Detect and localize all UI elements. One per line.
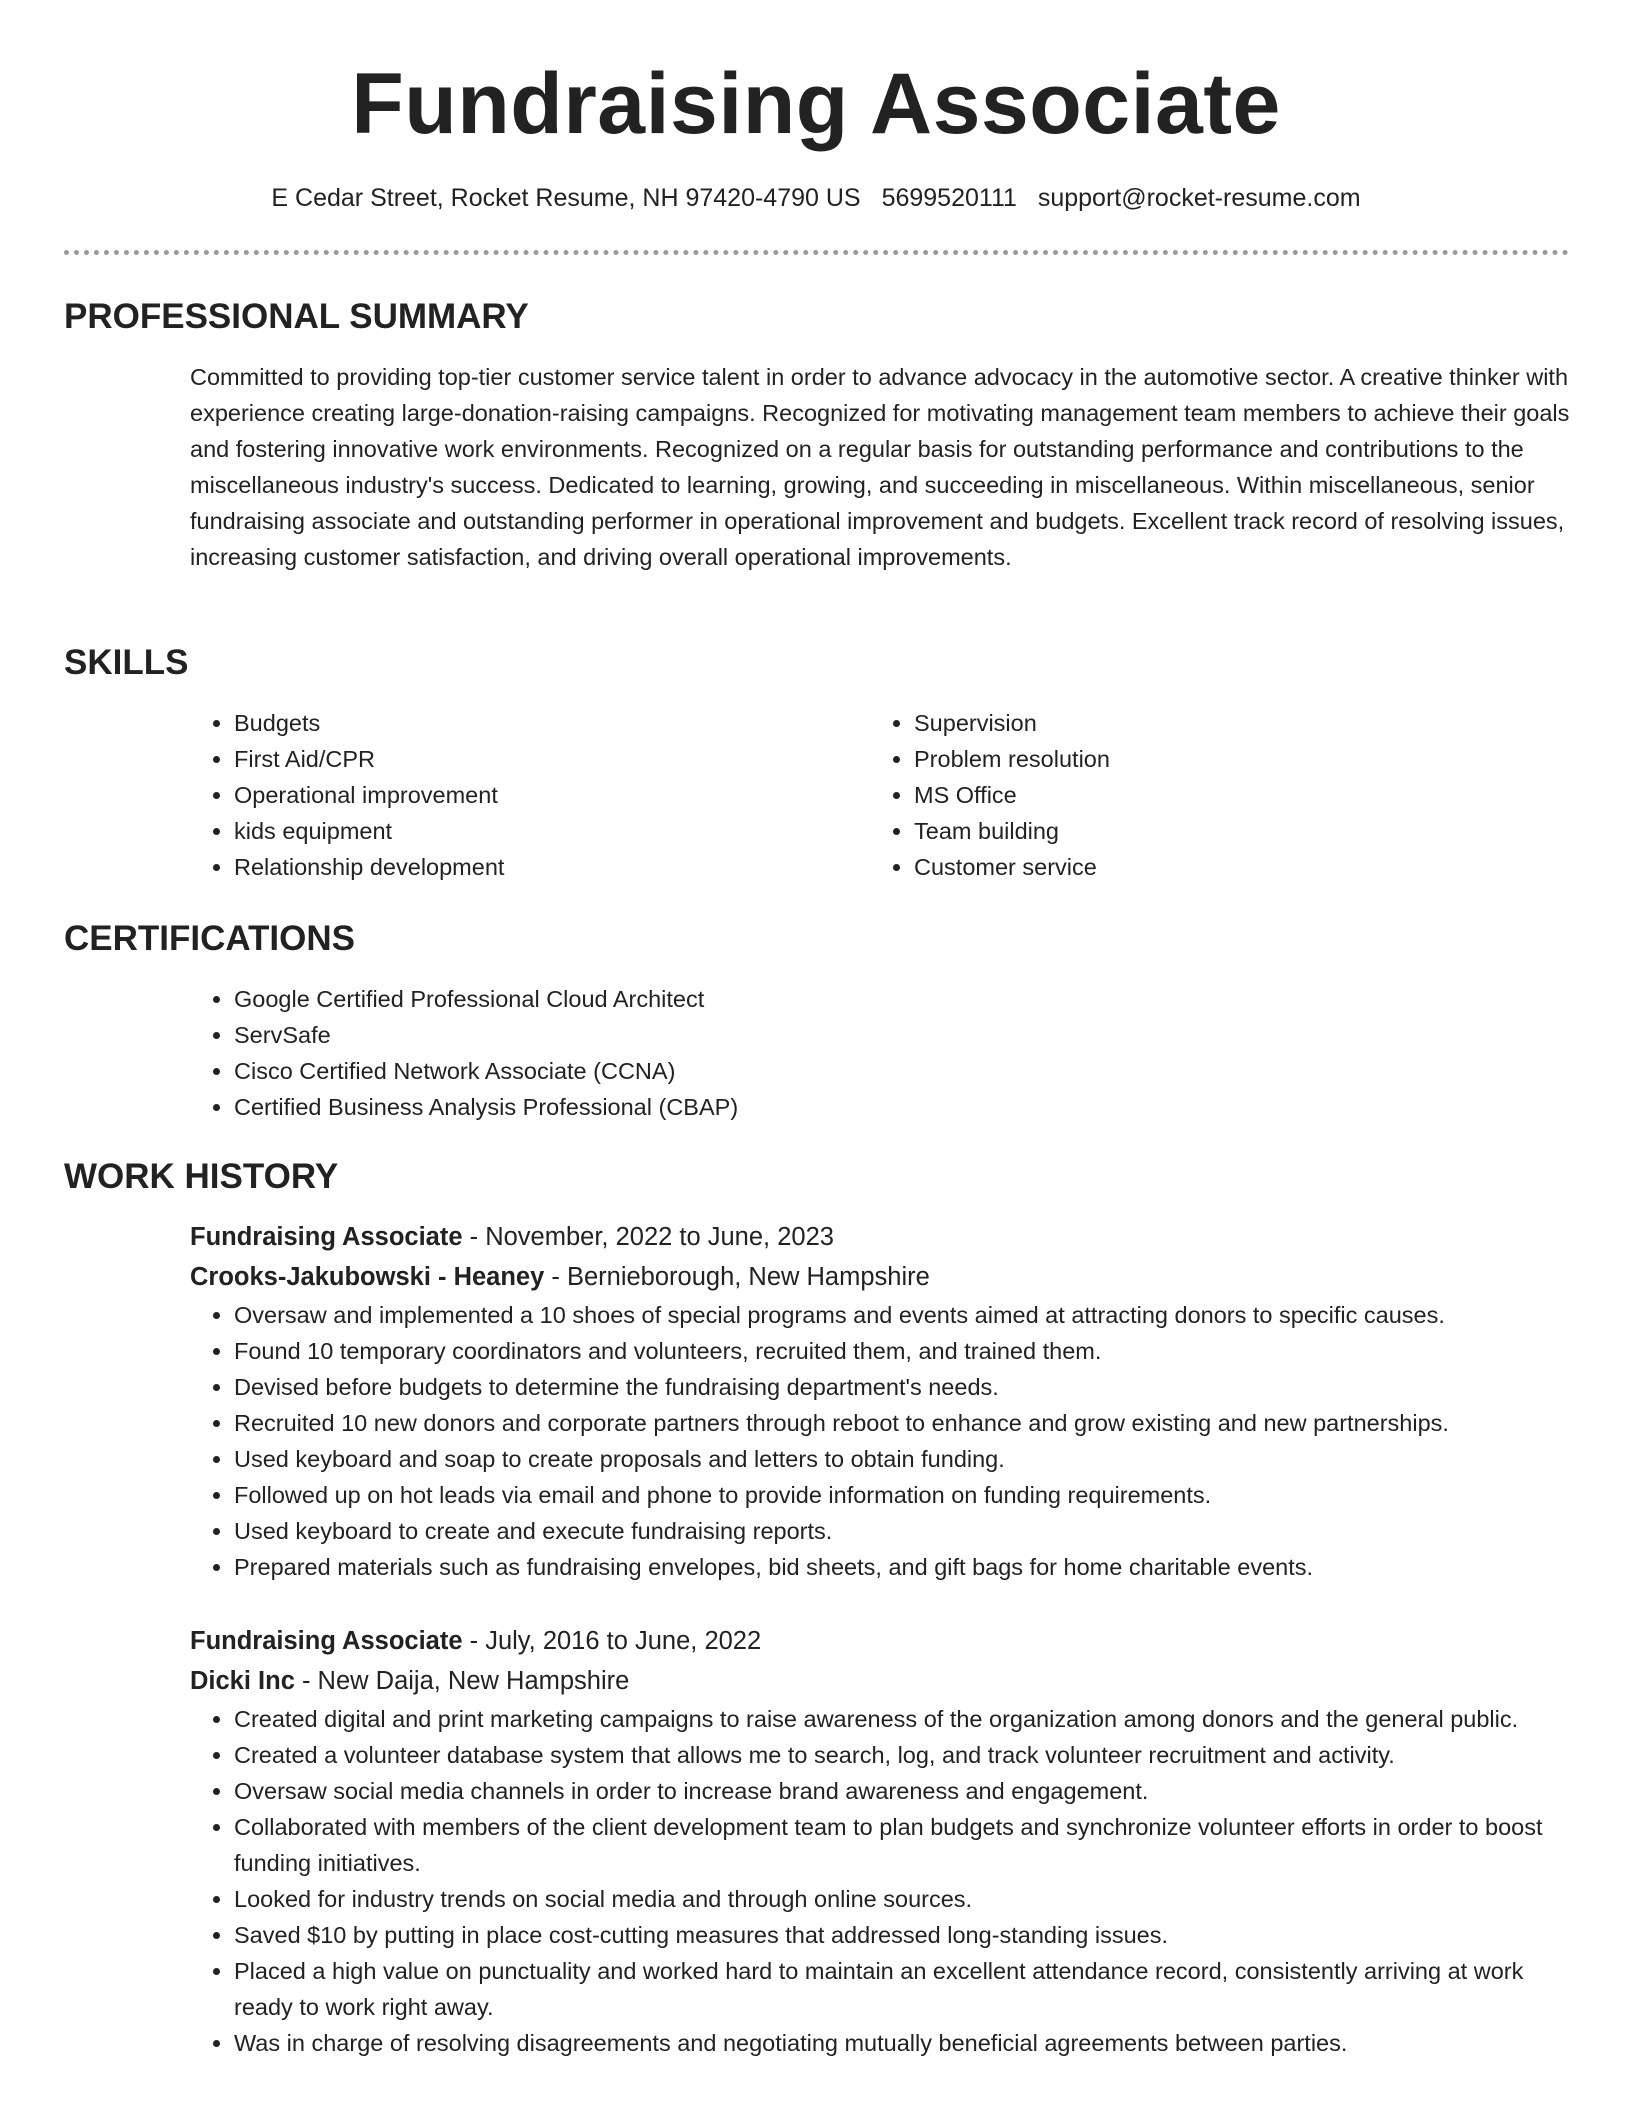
- job-bullet: • Prepared materials such as fundraising envelopes, bid sheets, and gift bags for home charitable events.: [234, 1549, 1569, 1585]
- job-bullet: • Found 10 temporary coordinators and volunteers, recruited them, and trained them.: [234, 1333, 1569, 1369]
- skill-item: • Operational improvement: [234, 777, 870, 813]
- job-bullets: [190, 1701, 1569, 2061]
- job-bullet: • Created a volunteer database system that allows me to search, log, and track volunteer recruitment and activity.: [234, 1737, 1569, 1773]
- certifications-list: [190, 981, 1569, 1125]
- skill-item: • kids equipment: [234, 813, 870, 849]
- job-bullet: • Placed a high value on punctuality and worked hard to maintain an excellent attendance record, consistently arriving at work ready to work right away.: [234, 1953, 1569, 2025]
- job-bullet: • Created digital and print marketing campaigns to raise awareness of the organization among donors and the general public.: [234, 1701, 1569, 1737]
- job-bullet: • Oversaw and implemented a 10 shoes of special programs and events aimed at attracting donors to specific causes.: [234, 1297, 1569, 1333]
- job-bullets: [190, 1297, 1569, 1585]
- skills-column-left: [190, 705, 870, 885]
- skill-item: • First Aid/CPR: [234, 741, 870, 777]
- job-dates: - November, 2022 to June, 2023: [462, 1223, 834, 1251]
- job-bullet: • Oversaw social media channels in order to increase brand awareness and engagement.: [234, 1773, 1569, 1809]
- skills-section: [64, 641, 1569, 885]
- work-history-section: [64, 1155, 1569, 2061]
- job-company-line: [190, 1661, 1569, 1701]
- job-bullet: • Used keyboard to create and execute fundraising reports.: [234, 1513, 1569, 1549]
- skills-heading: SKILLS: [64, 643, 189, 682]
- job-location: - Bernieborough, New Hampshire: [544, 1263, 930, 1291]
- certifications-section: [64, 917, 1569, 1125]
- job-bullet: • Saved $10 by putting in place cost-cutting measures that addressed long-standing issues.: [234, 1917, 1569, 1953]
- job-bullet: • Collaborated with members of the client development team to plan budgets and synchronize volunteer efforts in order to boost funding initiatives.: [234, 1809, 1569, 1881]
- skill-item: • Budgets: [234, 705, 870, 741]
- job-entry: [190, 1621, 1569, 2061]
- header-divider: [64, 250, 1569, 255]
- skill-item: • Supervision: [914, 705, 1550, 741]
- skill-item: • Customer service: [914, 849, 1550, 885]
- skills-column-right: [870, 705, 1550, 885]
- resume-title: Fundraising Associate: [351, 56, 1281, 152]
- job-location: - New Daija, New Hampshire: [294, 1667, 630, 1695]
- certification-item: • Google Certified Professional Cloud Architect: [234, 981, 1569, 1017]
- skill-item: • Team building: [914, 813, 1550, 849]
- job-company-line: [190, 1257, 1569, 1297]
- job-entry: [190, 1217, 1569, 1585]
- job-dates: - July, 2016 to June, 2022: [462, 1627, 762, 1655]
- job-title-line: [190, 1217, 1569, 1257]
- contact-address: E Cedar Street, Rocket Resume, NH 97420-4790 US: [271, 184, 861, 212]
- summary-heading: PROFESSIONAL SUMMARY: [64, 297, 529, 336]
- certifications-list-wrap: [190, 981, 1569, 1125]
- contact-line: [0, 180, 1632, 216]
- job-bullet: • Looked for industry trends on social media and through online sources.: [234, 1881, 1569, 1917]
- certification-item: • Certified Business Analysis Professional (CBAP): [234, 1089, 1569, 1125]
- work-history-heading: WORK HISTORY: [64, 1157, 339, 1196]
- job-title: Fundraising Associate: [190, 1627, 463, 1655]
- certification-item: • Cisco Certified Network Associate (CCNA): [234, 1053, 1569, 1089]
- job-company: Crooks-Jakubowski - Heaney: [190, 1263, 545, 1291]
- job-title: Fundraising Associate: [190, 1223, 463, 1251]
- contact-phone: 5699520111: [881, 184, 1017, 212]
- summary-section: [64, 295, 1569, 575]
- job-bullet: • Was in charge of resolving disagreements and negotiating mutually beneficial agreements between parties.: [234, 2025, 1569, 2061]
- job-title-line: [190, 1621, 1569, 1661]
- skills-list-left: [190, 705, 870, 885]
- certification-item: • ServSafe: [234, 1017, 1569, 1053]
- summary-text: Committed to providing top-tier customer service talent in order to advance advocacy in the automotive sector. A creative thinker with experience creating large-donation-raising campaigns. Recognized for motivating management team members to achieve their goals and fostering innovative work environments. Recognized on a regular basis for outstanding performance and contributions to the miscellaneous industry's success. Dedicated to learning, growing, and succeeding in miscellaneous. Within miscellaneous, senior fundraising associate and outstanding performer in operational improvement and budgets. Excellent track record of resolving issues, increasing customer satisfaction, and driving overall operational improvements.: [190, 364, 1570, 570]
- contact-email[interactable]: support@rocket-resume.com: [1037, 184, 1361, 212]
- skill-item: • Problem resolution: [914, 741, 1550, 777]
- job-bullet: • Followed up on hot leads via email and phone to provide information on funding requirements.: [234, 1477, 1569, 1513]
- job-bullet: • Devised before budgets to determine the fundraising department's needs.: [234, 1369, 1569, 1405]
- skill-item: • Relationship development: [234, 849, 870, 885]
- skills-grid: [190, 705, 1569, 885]
- skill-item: • MS Office: [914, 777, 1550, 813]
- certifications-heading: CERTIFICATIONS: [64, 919, 356, 958]
- job-bullet: • Recruited 10 new donors and corporate partners through reboot to enhance and grow existing and new partnerships.: [234, 1405, 1569, 1441]
- job-bullet: • Used keyboard and soap to create proposals and letters to obtain funding.: [234, 1441, 1569, 1477]
- job-company: Dicki Inc: [190, 1667, 295, 1695]
- skills-list-right: [870, 705, 1550, 885]
